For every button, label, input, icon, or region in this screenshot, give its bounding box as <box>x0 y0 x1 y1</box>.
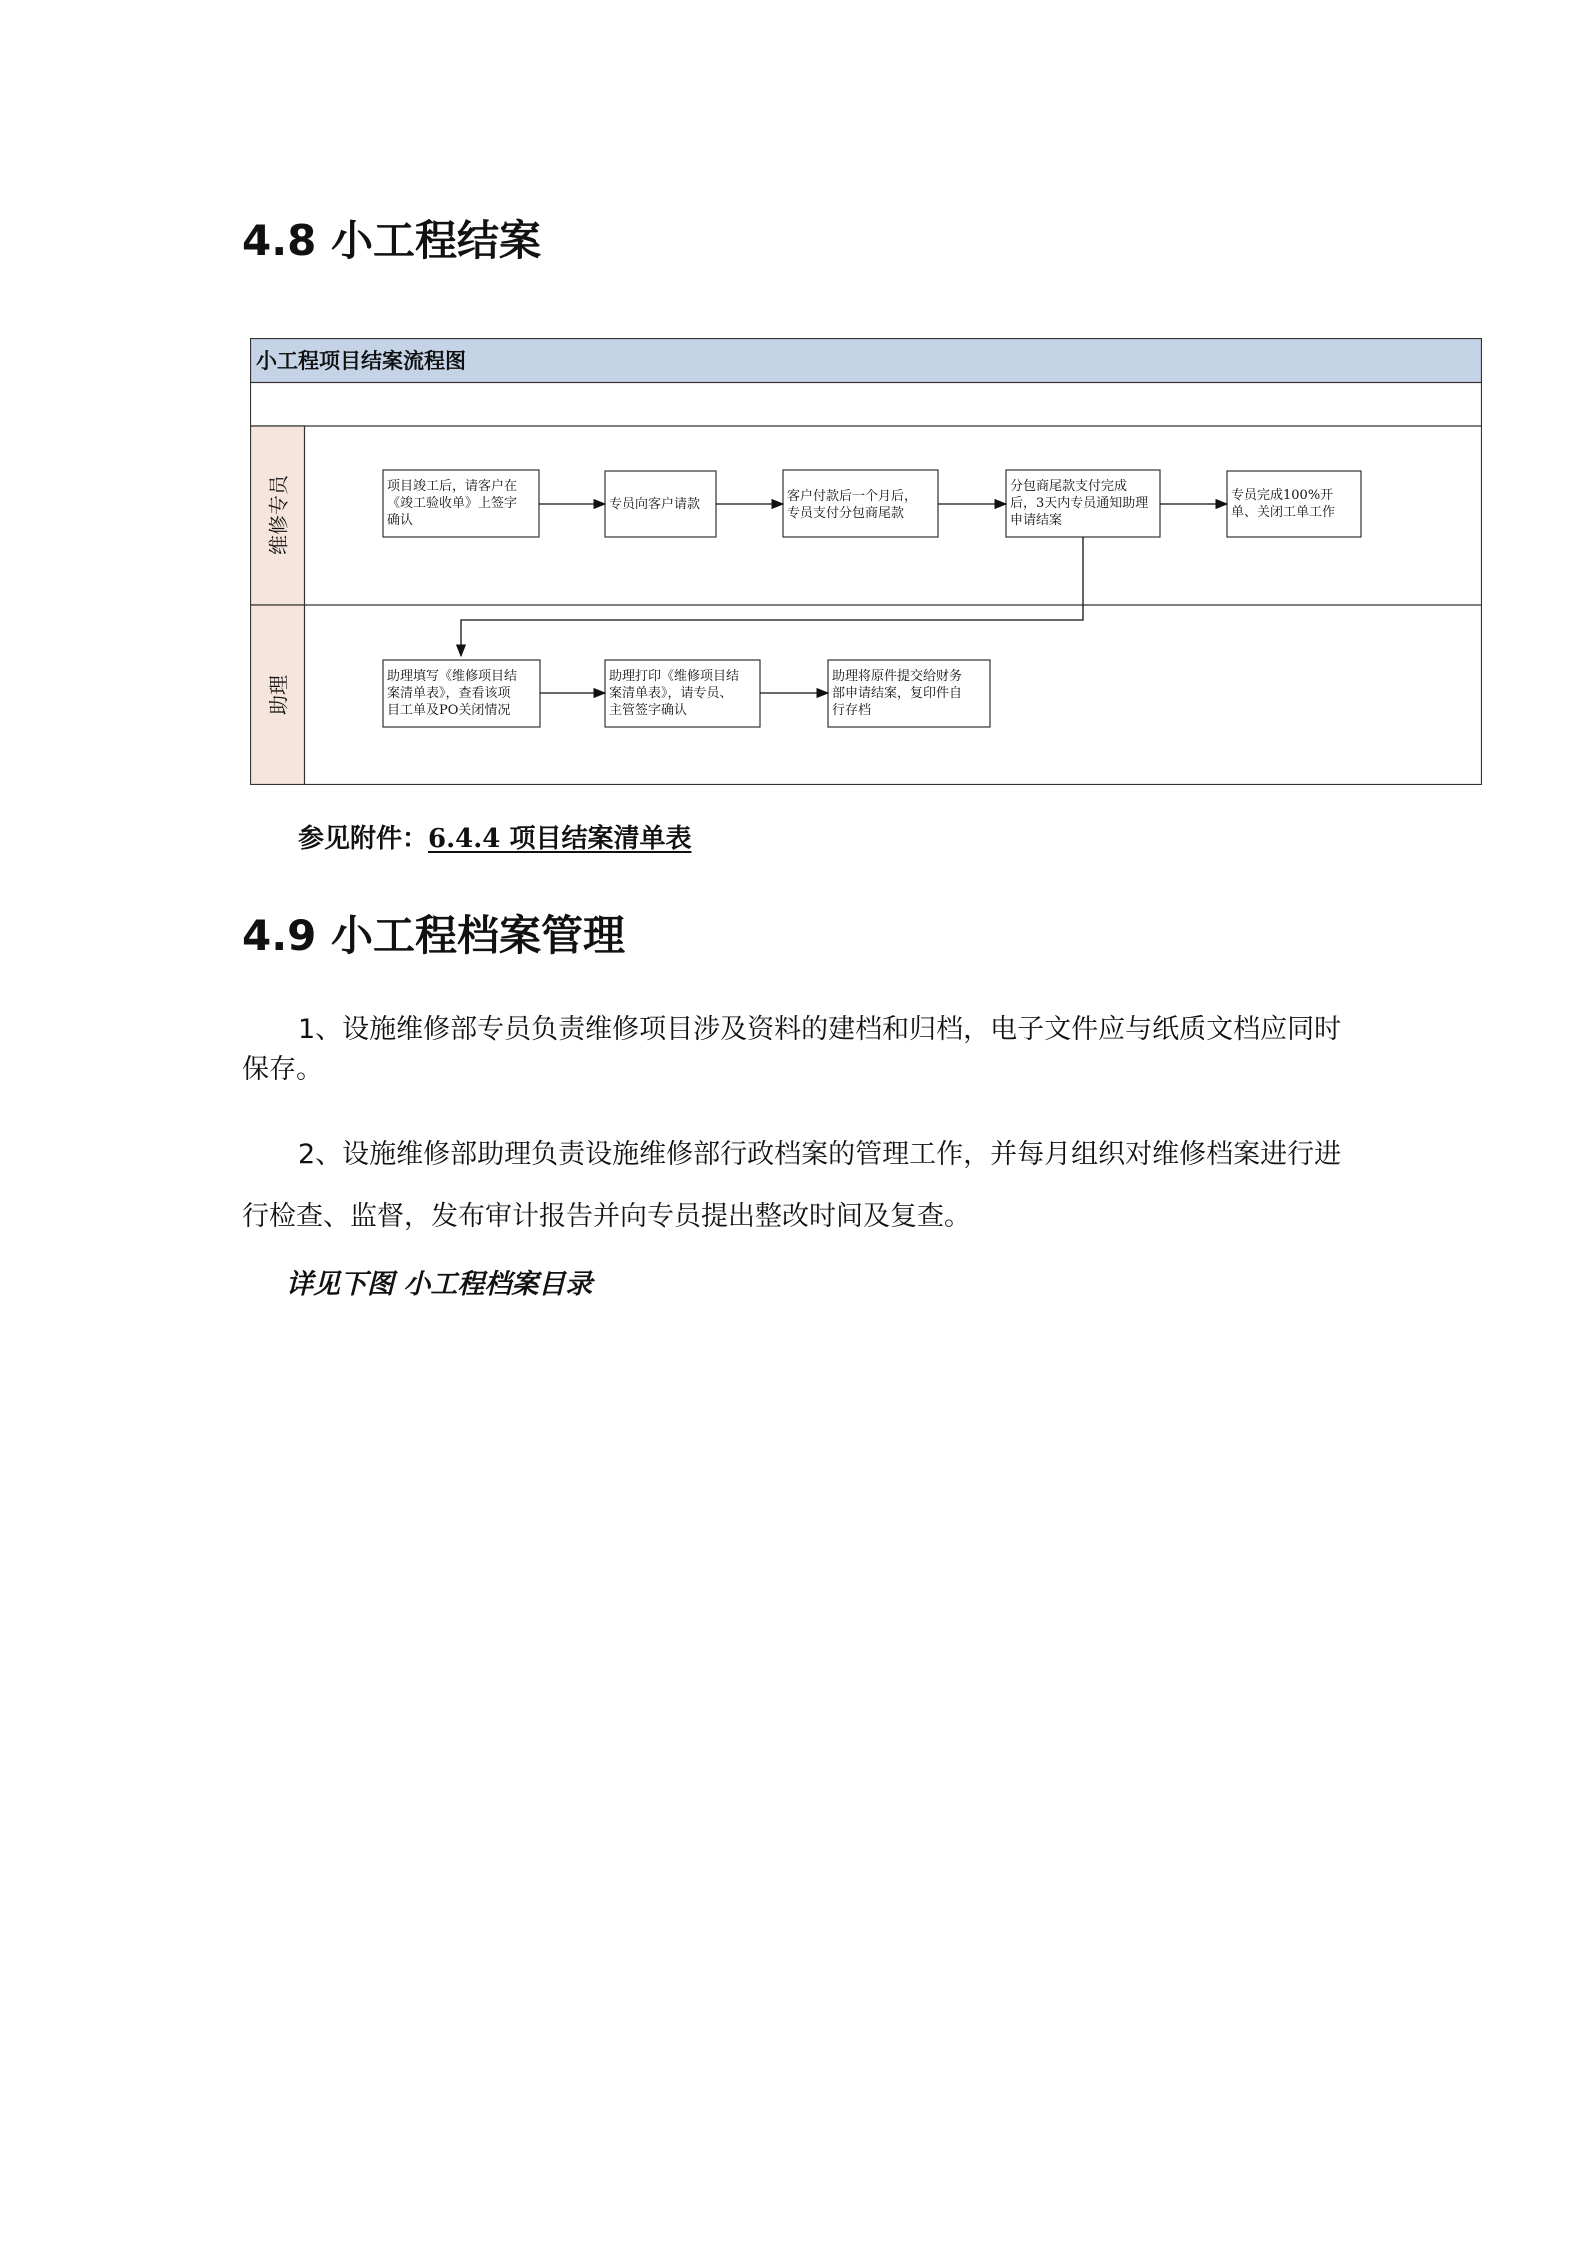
step-box <box>605 660 760 727</box>
attachment-link[interactable]: 6.4.4 项目结案清单表 <box>428 824 692 854</box>
step-box <box>1227 471 1361 537</box>
svg-text:助理将原件提交给财务部申请结案，复印件自行存档: 助理将原件提交给财务部申请结案，复印件自行存档 <box>832 669 963 718</box>
svg-text:助理填写《维修项目结案清单表》，查看该项目工单及PO关闭情况: 助理填写《维修项目结案清单表》，查看该项目工单及PO关闭情况 <box>387 669 518 718</box>
svg-text:项目竣工后，请客户在《竣工验收单》上签字确认: 项目竣工后，请客户在《竣工验收单》上签字确认 <box>387 479 518 528</box>
lane-specialist-text: 维修专员 <box>266 475 291 555</box>
section-4-9-heading: 4.9 小工程档案管理 <box>242 911 626 960</box>
step-box <box>383 470 539 537</box>
see-figure-note: 详见下图 小工程档案目录 <box>286 1269 593 1300</box>
step-box <box>783 470 938 537</box>
step-box <box>1006 470 1160 537</box>
svg-text:专员向客户请款: 专员向客户请款 <box>609 497 701 512</box>
paragraph-1: 1、设施维修部专员负责维修项目涉及资料的建档和归档，电子文件应与纸质文档应同时保存。 <box>242 1014 1342 1085</box>
reference-prefix: 参见附件： <box>298 824 429 854</box>
step-box <box>383 660 540 727</box>
flowchart-title: 小工程项目结案流程图 <box>256 348 466 373</box>
svg-text:助理打印《维修项目结案清单表》，请专员、主管签字确认: 助理打印《维修项目结案清单表》，请专员、主管签字确认 <box>609 669 740 718</box>
paragraph-2: 2、设施维修部助理负责设施维修部行政档案的管理工作，并每月组织对维修档案进行进行检查、监督，发布审计报告并向专员提出整改时间及复查。 <box>242 1139 1342 1232</box>
svg-text:客户付款后一个月后，专员支付分包商尾款: 客户付款后一个月后，专员支付分包商尾款 <box>787 489 918 521</box>
section-4-8-heading: 4.8 小工程结案 <box>242 216 542 265</box>
attachment-reference <box>298 818 691 855</box>
step-box <box>605 471 716 537</box>
step-box <box>828 660 990 727</box>
svg-text:分包商尾款支付完成后，3天内专员通知助理申请结案: 分包商尾款支付完成后，3天内专员通知助理申请结案 <box>1010 479 1149 528</box>
flowchart <box>250 338 1482 785</box>
lane-assistant-text: 助理 <box>266 675 291 715</box>
svg-text:专员完成100%开单、关闭工单工作: 专员完成100%开单、关闭工单工作 <box>1231 488 1336 520</box>
